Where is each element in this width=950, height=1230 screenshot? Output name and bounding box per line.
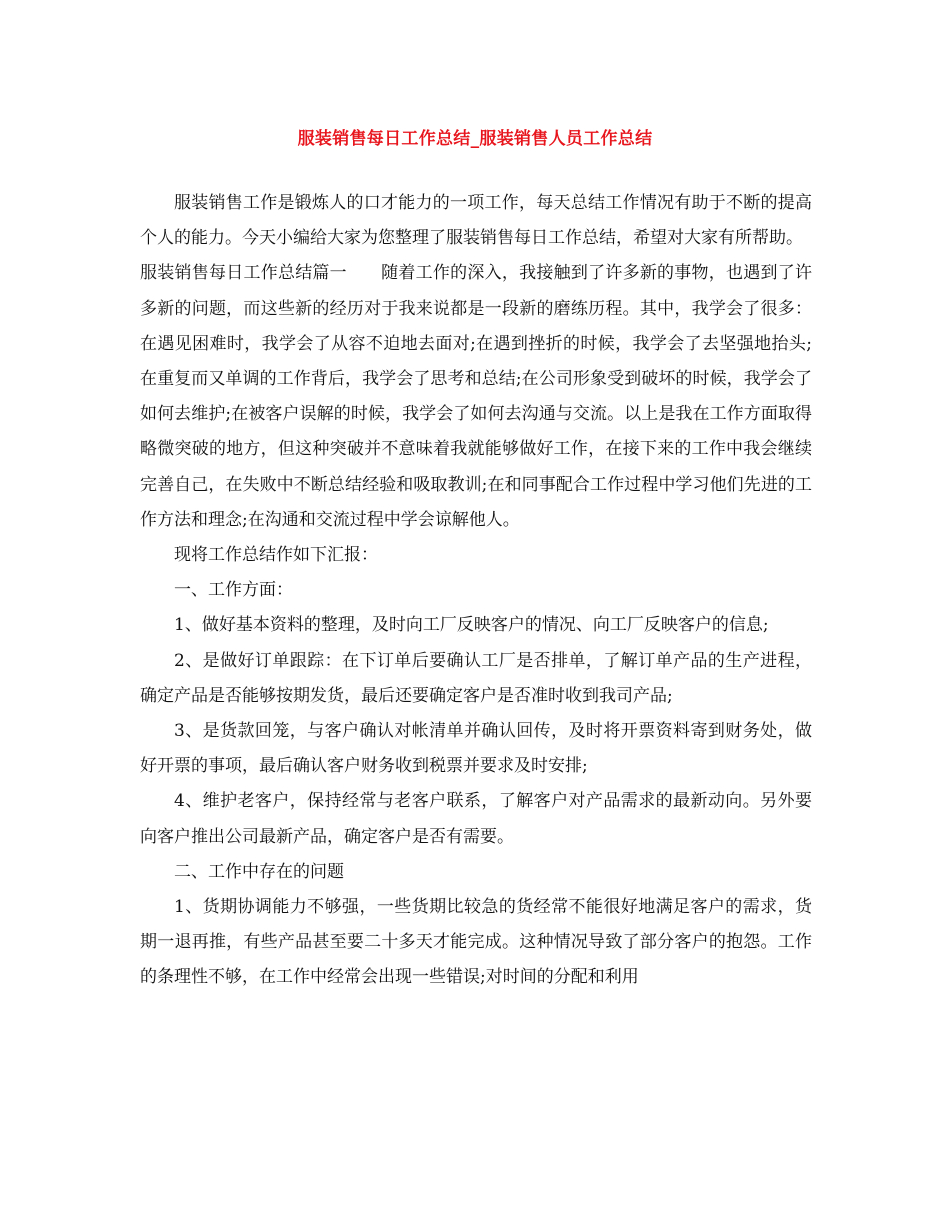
part1-heading: 一、工作方面： bbox=[174, 580, 293, 601]
part1-item: 4、维护老客户，保持经常与老客户联系，了解客户对产品需求的最新动向。另外要向客户推出公司最新产品，确定客户是否有需要。 bbox=[140, 791, 812, 847]
document-title: 服装销售每日工作总结_服装销售人员工作总结 bbox=[297, 129, 653, 149]
section1-text: 随着工作的深入，我接触到了许多新的事物，也遇到了许多新的问题，而这些新的经历对于我来说都是一段新的磨练历程。其中，我学会了很多：在遇见困难时，我学会了从容不迫地去面对;在遇到挫折的时候，我学会了去坚强地抬头;在重复而又单调的工作背后，我学会了思考和总结;在公司形象受到破坏的时候，我学会了如何去维护;在被客户误解的时候，我学会了如何去沟通与交流。以上是我在工作方面取得略微突破的地方，但这种突破并不意味着我就能够做好工作，在接下来的工作中我会继续完善自己，在失败中不断总结经验和吸取教训;在和同事配合工作过程中学习他们先进的工作方法和理念;在沟通和交流过程中学会谅解他人。 bbox=[140, 263, 813, 530]
document-body bbox=[140, 186, 812, 996]
report-intro: 现将工作总结作如下汇报： bbox=[174, 545, 378, 566]
intro-paragraph: 服装销售工作是锻炼人的口才能力的一项工作，每天总结工作情况有助于不断的提高个人的能力。今天小编给大家为您整理了服装销售每日工作总结，希望对大家有所帮助。 bbox=[140, 193, 812, 249]
part1-item: 3、是货款回笼，与客户确认对帐清单并确认回传，及时将开票资料寄到财务处，做好开票的事项，最后确认客户财务收到税票并要求及时安排; bbox=[140, 721, 812, 777]
section1-heading: 服装销售每日工作总结篇一 bbox=[140, 263, 347, 284]
part2-heading: 二、工作中存在的问题 bbox=[174, 861, 344, 882]
part1-item: 2、是做好订单跟踪：在下订单后要确认工厂是否排单，了解订单产品的生产进程，确定产品是否能够按期发货，最后还要确定客户是否准时收到我司产品; bbox=[140, 650, 812, 706]
part2-item: 1、货期协调能力不够强，一些货期比较急的货经常不能很好地满足客户的需求，货期一退再推，有些产品甚至要二十多天才能完成。这种情况导致了部分客户的抱怨。工作的条理性不够，在工作中经常会出现一些错误;对时间的分配和利用 bbox=[140, 897, 812, 988]
section1-paragraph bbox=[140, 256, 812, 538]
part1-item: 1、做好基本资料的整理，及时向工厂反映客户的情况、向工厂反映客户的信息; bbox=[174, 615, 769, 636]
